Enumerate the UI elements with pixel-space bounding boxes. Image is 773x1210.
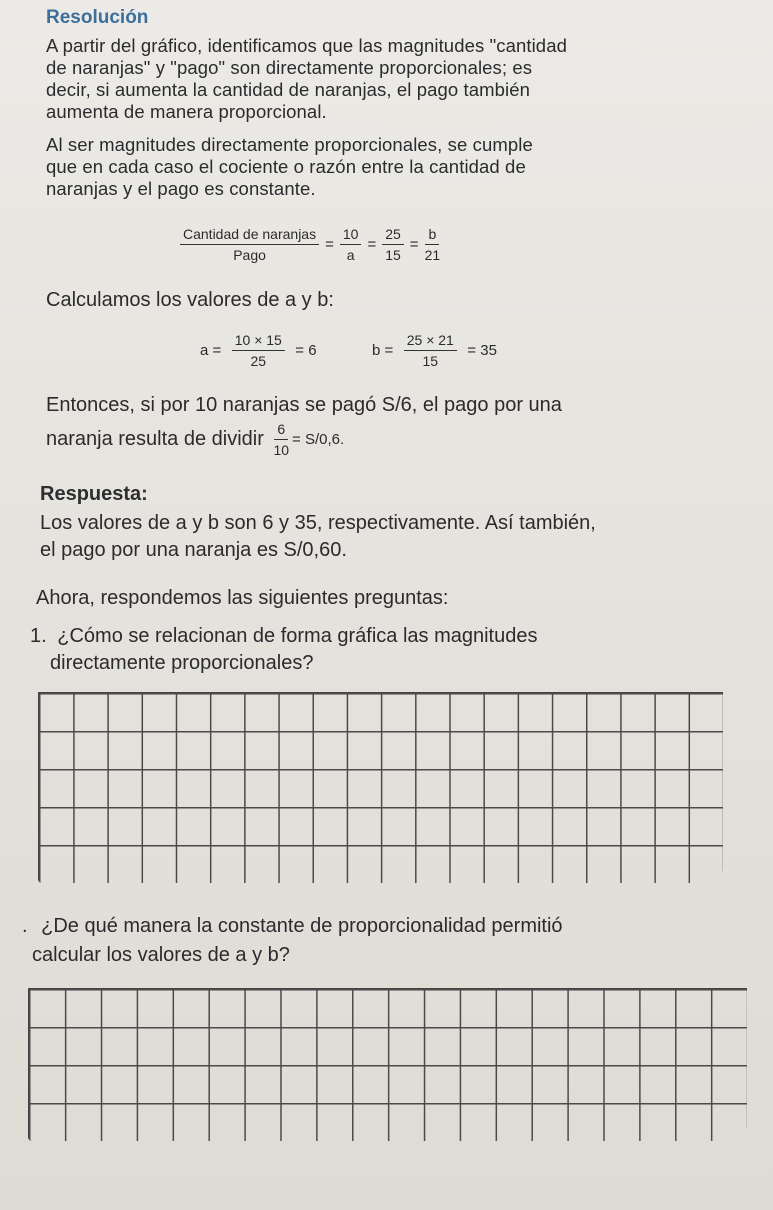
question-line xyxy=(22,912,762,941)
calc-b-fraction xyxy=(404,332,457,369)
calc-lhs: b = xyxy=(372,342,394,359)
fraction-numerator: b xyxy=(425,226,439,245)
fraction-numerator: Cantidad de naranjas xyxy=(180,226,319,245)
text-line: A partir del gráfico, identificamos que las magnitudes "cantidad xyxy=(46,35,567,56)
fraction-numerator: 25 × 21 xyxy=(404,332,457,351)
unit-price-result: = S/0,6. xyxy=(292,430,345,448)
calculamos-line: Calculamos los valores de a y b: xyxy=(46,289,334,311)
text-line: el pago por una naranja es S/0,60. xyxy=(40,539,347,561)
fraction-denominator: 15 xyxy=(422,353,439,369)
calc-result: = 35 xyxy=(467,342,497,359)
respuesta-heading: Respuesta: xyxy=(40,483,148,505)
text-line: Al ser magnitudes directamente proporcionales, se cumple xyxy=(46,134,533,155)
fraction-numerator: 10 × 15 xyxy=(232,332,285,351)
fraction-numerator: 6 xyxy=(274,421,288,440)
question-2 xyxy=(22,912,762,970)
calc-a-equation xyxy=(200,332,317,369)
fraction-denominator: Pago xyxy=(233,247,266,263)
answer-grid-2[interactable] xyxy=(28,988,747,1141)
calc-b-equation xyxy=(372,332,497,369)
question-text: ¿De qué manera la constante de proporcionalidad permitió xyxy=(41,915,563,937)
ratio-fraction-labels xyxy=(180,226,319,263)
text-line: Entonces, si por 10 naranjas se pagó S/6, el pago por una xyxy=(46,394,562,416)
fraction-numerator: 25 xyxy=(382,226,404,245)
intro-paragraph xyxy=(46,35,746,123)
resolucion-heading: Resolución xyxy=(46,7,149,28)
fraction-denominator: 15 xyxy=(385,247,401,263)
text-line: aumenta de manera proporcional. xyxy=(46,101,327,122)
answer-grid-1[interactable] xyxy=(38,692,723,883)
unit-price-fraction xyxy=(273,421,289,458)
ahora-line: Ahora, respondemos las siguientes preguntas: xyxy=(36,587,449,609)
text-line: Los valores de a y b son 6 y 35, respectivamente. Así también, xyxy=(40,512,596,534)
proportional-paragraph xyxy=(46,134,746,200)
question-1 xyxy=(30,623,760,677)
calc-a-fraction xyxy=(232,332,285,369)
ratio-fraction-2 xyxy=(382,226,404,263)
fraction-numerator: 10 xyxy=(340,226,362,245)
fraction-denominator: 21 xyxy=(424,247,441,263)
question-line xyxy=(30,623,760,650)
fraction-denominator: a xyxy=(346,247,355,263)
calc-result: = 6 xyxy=(295,342,317,359)
text-line xyxy=(46,421,756,458)
question-text: ¿Cómo se relacionan de forma gráfica las magnitudes xyxy=(57,625,538,647)
fraction-denominator: 25 xyxy=(250,353,267,369)
text-line: de naranjas" y "pago" son directamente proporcionales; es xyxy=(46,57,533,78)
question-number: . xyxy=(22,915,28,937)
text-line: que en cada caso el cociente o razón entre la cantidad de xyxy=(46,156,526,177)
text-line: naranjas y el pago es constante. xyxy=(46,178,316,199)
respuesta-paragraph xyxy=(40,510,760,564)
text-line: decir, si aumenta la cantidad de naranjas, el pago también xyxy=(46,79,531,100)
question-text: calcular los valores de a y b? xyxy=(32,944,290,966)
ratio-fraction-1 xyxy=(340,226,362,263)
ratio-fraction-3 xyxy=(425,226,441,263)
unit-price-paragraph xyxy=(46,393,756,458)
question-text: directamente proporcionales? xyxy=(50,652,314,674)
question-number: 1. xyxy=(30,625,47,647)
fraction-denominator: 10 xyxy=(273,442,290,458)
ratio-equation: $\frac{\text{Cantidad de naranjas}}{\text{Pago}}$ = $\frac{10}{a}$ = $\frac{25}{15}$ = $\frac{b}{21}$ xyxy=(180,226,440,263)
text-fragment: naranja resulta de dividir xyxy=(46,427,264,450)
calc-lhs: a = xyxy=(200,342,222,359)
